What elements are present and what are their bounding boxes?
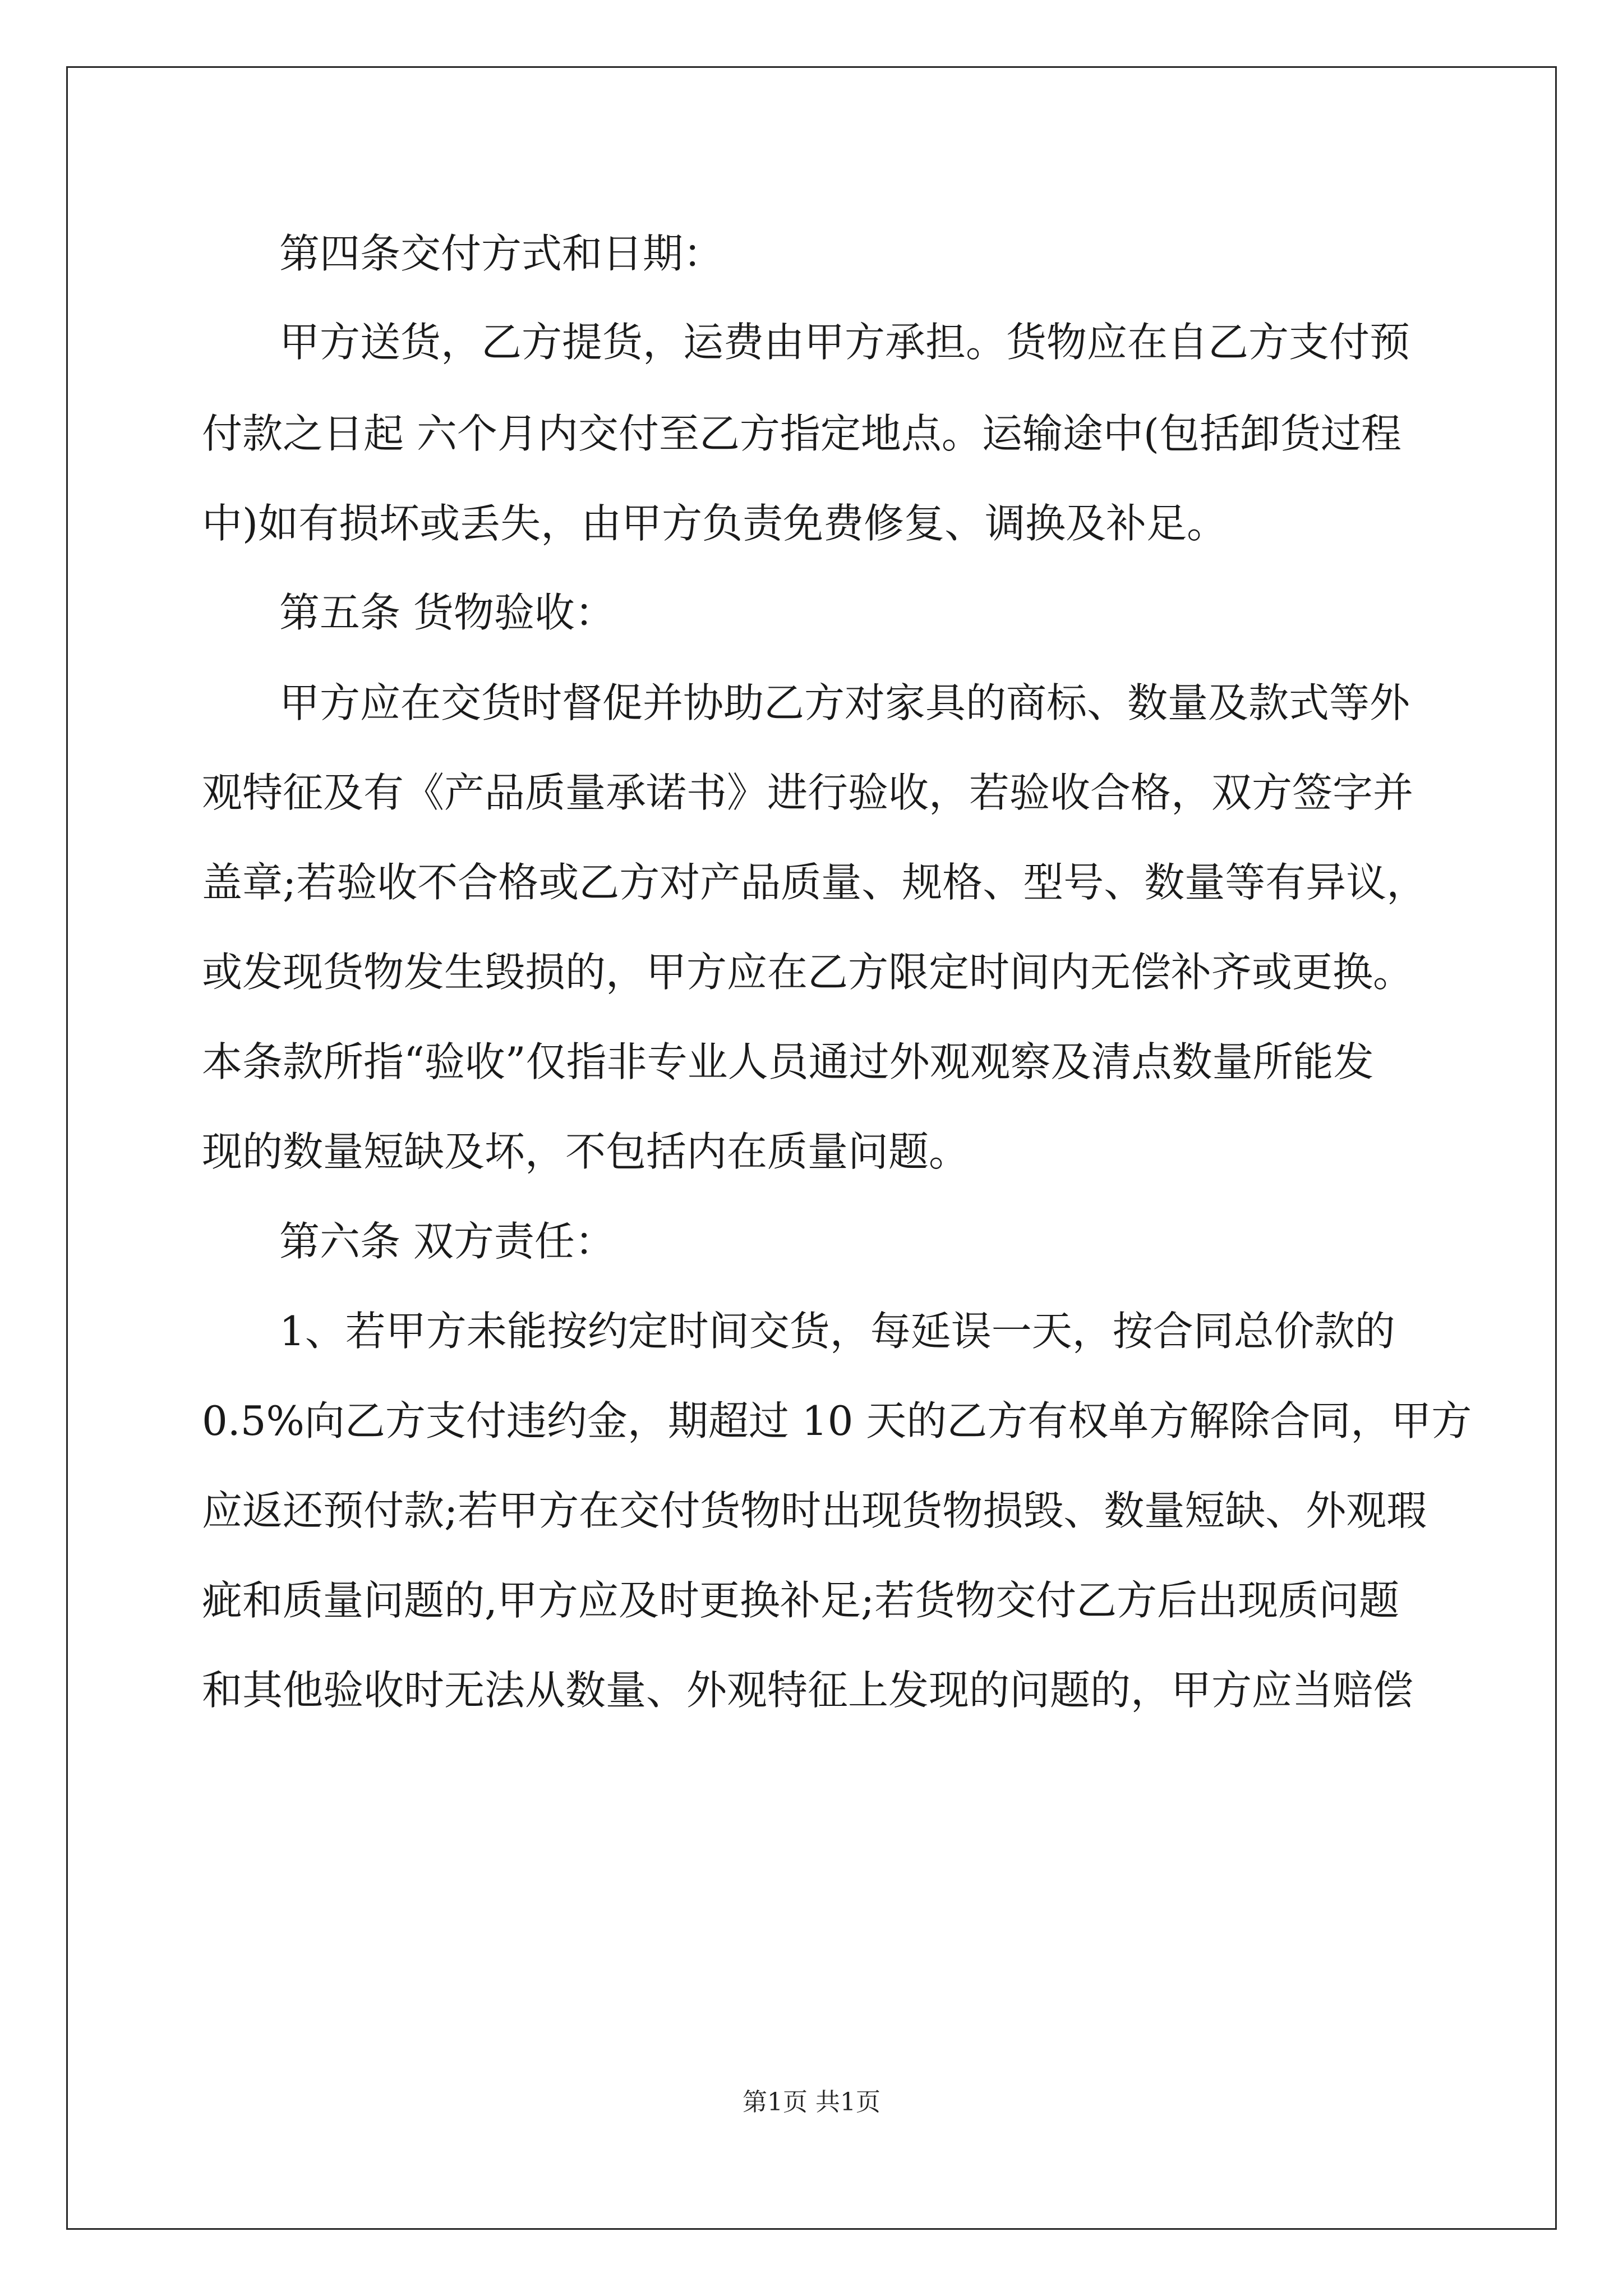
paragraph-line: 观特征及有《产品质量承诺书》进行验收，若验收合格，双方签字并 <box>202 769 1414 816</box>
paragraph-line: 0.5%向乙方支付违约金，期超过 10 天的乙方有权单方解除合同，甲方 <box>202 1397 1472 1444</box>
paragraph-line: 甲方送货，乙方提货，运费由甲方承担。货物应在自乙方支付预 <box>279 319 1410 366</box>
page-number: 第1页 共1页 <box>743 2088 880 2116</box>
section-heading-article-4: 第四条交付方式和日期： <box>279 230 724 277</box>
paragraph-line: 盖章;若验收不合格或乙方对产品质量、规格、型号、数量等有异议， <box>202 859 1427 906</box>
page-footer <box>0 2086 1623 2119</box>
paragraph-line: 或发现货物发生毁损的，甲方应在乙方限定时间内无偿补齐或更换。 <box>202 949 1414 996</box>
paragraph-line: 1、若甲方未能按约定时间交货，每延误一天，按合同总价款的 <box>279 1308 1395 1355</box>
paragraph-line: 中)如有损坏或丢失，由甲方负责免费修复、调换及补足。 <box>202 500 1228 547</box>
paragraph-line: 疵和质量问题的,甲方应及时更换补足;若货物交付乙方后出现质问题 <box>202 1577 1400 1624</box>
section-heading-article-6: 第六条 双方责任： <box>279 1218 615 1265</box>
paragraph-line: 付款之日起 六个月内交付至乙方指定地点。运输途中(包括卸货过程 <box>202 410 1401 457</box>
paragraph-line: 甲方应在交货时督促并协助乙方对家具的商标、数量及款式等外 <box>279 679 1410 726</box>
paragraph-line: 本条款所指“验收”仅指非专业人员通过外观观察及清点数量所能发 <box>202 1038 1374 1085</box>
paragraph-line: 现的数量短缺及坏，不包括内在质量问题。 <box>202 1128 970 1175</box>
paragraph-line: 和其他验收时无法从数量、外观特征上发现的问题的，甲方应当赔偿 <box>202 1667 1414 1714</box>
paragraph-line: 应返还预付款;若甲方在交付货物时出现货物损毁、数量短缺、外观瑕 <box>202 1487 1427 1534</box>
section-heading-article-5: 第五条 货物验收： <box>279 589 615 636</box>
